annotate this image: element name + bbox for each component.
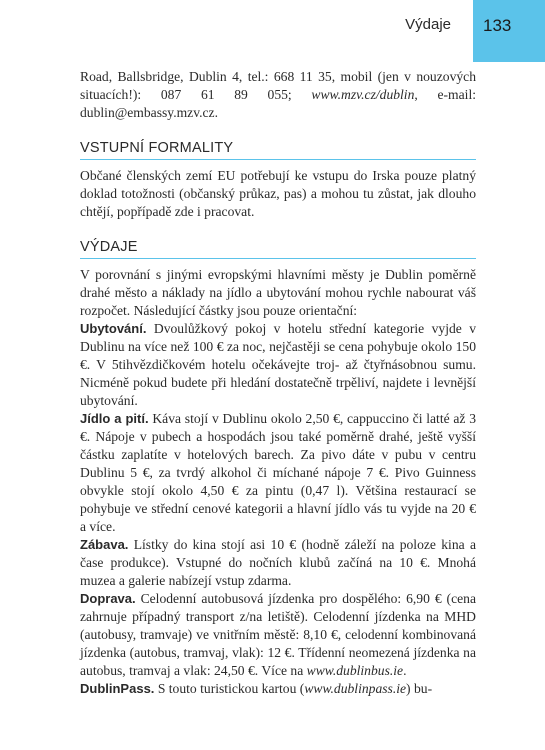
costs-intro-paragraph: V porovnání s jinými evropskými hlavními městy je Dublin poměrně drahé město a náklady na jídlo a ubytování mohou rychle nabourat váš rozpočet. Následující částky jsou pouze orientační: bbox=[80, 267, 476, 318]
dublinbus-website-link[interactable]: www.dublinbus.ie bbox=[306, 663, 404, 678]
embassy-contact-paragraph bbox=[80, 68, 476, 122]
transport-text-end: . bbox=[403, 663, 407, 678]
entertainment-label: Zábava. bbox=[80, 537, 129, 552]
contact-text: Road, Ballsbridge, Dublin 4, tel.: 668 11 35, mobil (jen v nouzových situacích!): 087 61 89 055; bbox=[80, 69, 476, 102]
transport-label: Doprava. bbox=[80, 591, 136, 606]
dublinpass-website-link[interactable]: www.dublinpass.ie bbox=[304, 681, 407, 696]
food-drink-label: Jídlo a pití. bbox=[80, 411, 149, 426]
dublinpass-text: S touto turistickou kartou ( bbox=[154, 681, 305, 696]
page-body bbox=[80, 68, 476, 698]
accommodation-label: Ubytování. bbox=[80, 321, 147, 336]
section-heading-costs: VÝDAJE bbox=[80, 238, 476, 259]
food-drink-paragraph bbox=[80, 410, 476, 536]
dublinpass-label: DublinPass. bbox=[80, 681, 155, 696]
entertainment-paragraph bbox=[80, 536, 476, 590]
food-drink-text: Káva stojí v Dublinu okolo 2,50 €, cappuccino či latté až 3 €. Nápoje v pubech a hospodách jsou také poměrně drahé, ještě vyšší částku zaplatíte v hotelových barech. Za pivo dáte v pubu v centru Dublinu 5 €, za tvrdý alkohol či míchané nápoje 7 €. Pivo Guinness obvykle stojí okolo 4,50 € za pintu (0,47 l). Většina restaurací se pohybuje ve střední cenové kategorii a hlavní jídlo vás tu vyjde na 20 € a více. bbox=[80, 411, 476, 534]
contact-email-text: , e-mail: dublin@embassy.mzv.cz. bbox=[80, 87, 476, 120]
page-number: 133 bbox=[483, 16, 512, 35]
running-header-title: Výdaje bbox=[405, 16, 451, 33]
embassy-website-link[interactable]: www.mzv.cz/dublin bbox=[311, 87, 415, 102]
page-number-tab bbox=[473, 0, 545, 62]
dublinpass-text-end: ) bu- bbox=[406, 681, 433, 696]
transport-paragraph bbox=[80, 590, 476, 680]
accommodation-paragraph bbox=[80, 320, 476, 410]
transport-text: Celodenní autobusová jízdenka pro dospělého: 6,90 € (cena zahrnuje případný transport z/na letiště). Celodenní jízdenka na MHD (autobusy, tramvaje) ve vnitřním městě: 8,10 €, celodenní kombinovaná jízdenka (autobus, tramvaj, vlak): 12 €. Třídenní neomezená jízdenka na autobus, tramvaj a vlak: 24,50 €. Více na bbox=[80, 591, 476, 678]
dublinpass-paragraph bbox=[80, 680, 476, 698]
accommodation-text: Dvoulůžkový pokoj v hotelu střední kategorie vyjde v Dublinu na více než 100 € za noc, nejčastěji se cena pohybuje okolo 150 €. V 5tihvězdičkovém hotelu očekávejte troj- až čtyřnásobnou sumu. Nicméně pokud budete při hledání dostatečně trpěliví, najdete i levnější ubytování. bbox=[80, 321, 476, 408]
entry-formalities-paragraph: Občané členských zemí EU potřebují ke vstupu do Irska pouze platný doklad totožnosti (občanský průkaz, pas) a mohou tu zůstat, jak dlouho chtějí, popřípadě zde i pracovat. bbox=[80, 168, 476, 219]
section-heading-entry-formalities: VSTUPNÍ FORMALITY bbox=[80, 139, 476, 160]
entertainment-text: Lístky do kina stojí asi 10 € (hodně záleží na poloze kina a čase produkce). Vstupné do nočních klubů začíná na 10 €. Mnohá muzea a galerie nabízejí vstup zdarma. bbox=[80, 537, 476, 588]
